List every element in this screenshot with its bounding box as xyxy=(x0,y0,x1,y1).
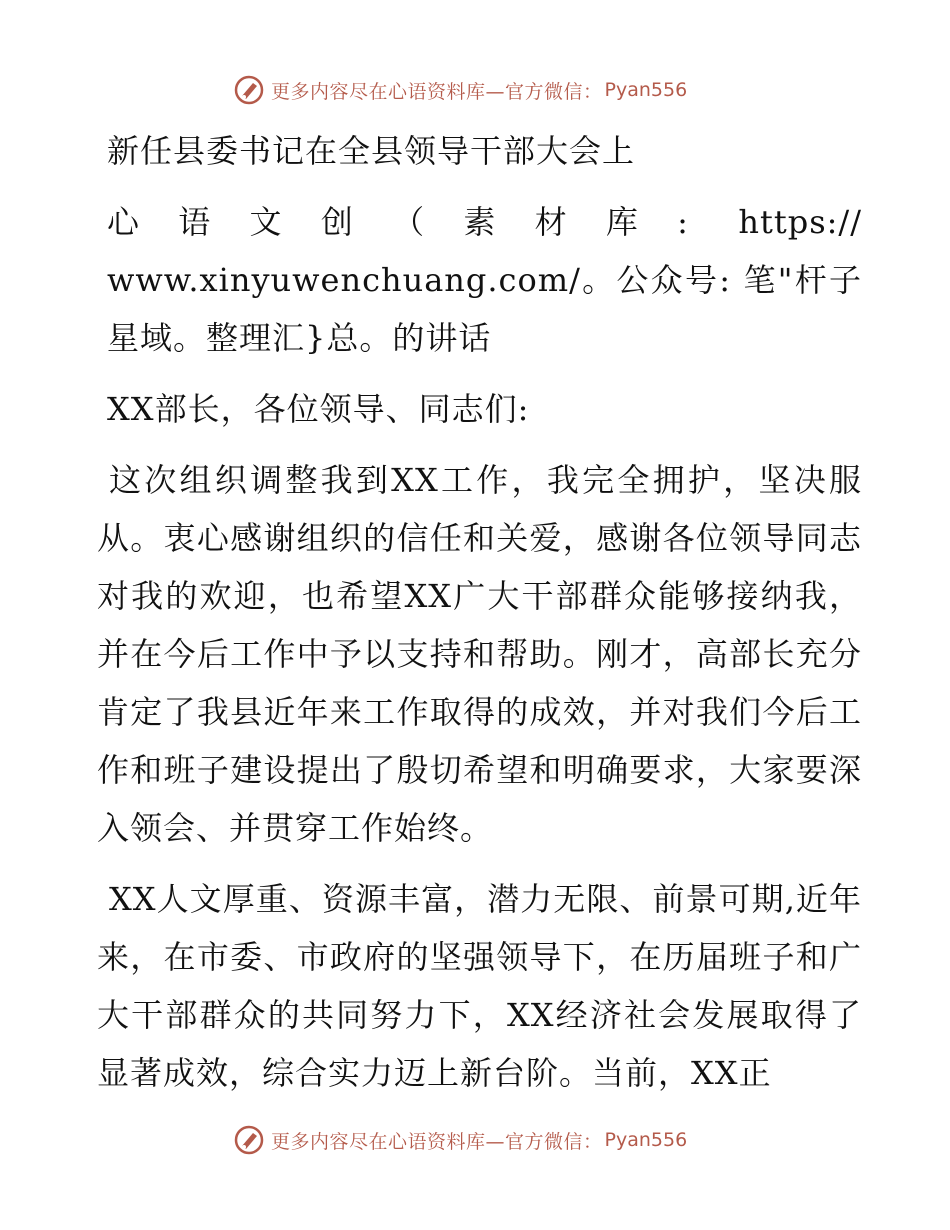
pen-circle-logo-icon xyxy=(233,1124,265,1156)
paragraph: XX人文厚重、资源丰富，潜力无限、前景可期,近年来，在市委、市政府的坚强领导下，在历届班子和广大干部群众的共同努力下，XX经济社会发展取得了显著成效，综合实力迈上新台阶。当前，XX正 xyxy=(97,880,862,1092)
document-body xyxy=(97,122,862,1102)
footer-watermark xyxy=(233,1123,687,1157)
header-watermark xyxy=(233,73,687,107)
watermark-handle: Pyan556 xyxy=(604,79,688,101)
pen-circle-logo-icon xyxy=(233,74,265,106)
salutation: XX部长，各位领导、同志们: xyxy=(107,390,530,428)
watermark-text: 更多内容尽在心语资料库—官方微信： xyxy=(271,80,603,103)
watermark-handle: Pyan556 xyxy=(604,1129,688,1151)
document-title: 新任县委书记在全县领导干部大会上 xyxy=(107,132,636,170)
paragraph: 这次组织调整我到XX工作，我完全拥护，坚决服从。衷心感谢组织的信任和关爱，感谢各位领导同志对我的欢迎，也希望XX广大干部群众能够接纳我，并在今后工作中予以支持和帮助。刚才，高部长充分肯定了我县近年来工作取得的成效，并对我们今后工作和班子建设提出了殷切希望和明确要求，大家要深入领会、并贯穿工作始终。 xyxy=(97,461,862,847)
source-line: 心语文创（素材库: https:// www.xinyuwenchuang.com/。公众号: 笔"杆子星域。整理汇}总。的讲话 xyxy=(107,203,862,357)
watermark-text: 更多内容尽在心语资料库—官方微信： xyxy=(271,1130,603,1153)
